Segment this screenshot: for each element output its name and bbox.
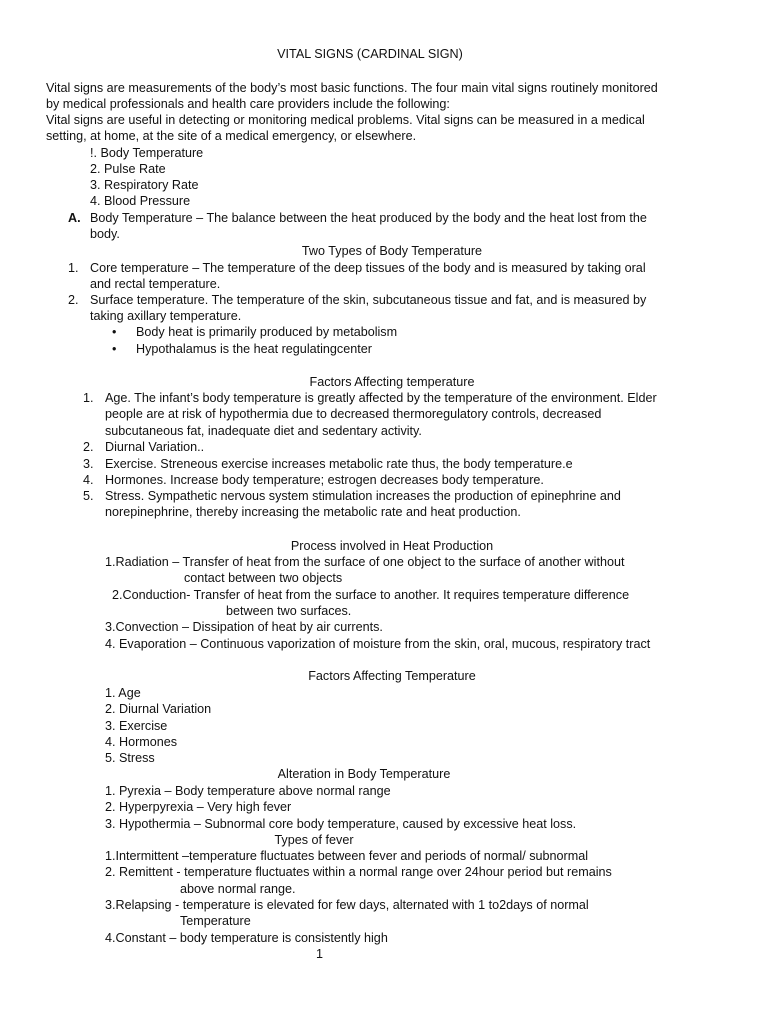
section-a-marker: A. [68, 211, 81, 225]
intro-line: setting, at home, at the site of a medical emergency, or elsewhere. [46, 129, 417, 143]
list-item: 5. Stress [105, 751, 155, 765]
list-item: 1. Age [105, 686, 141, 700]
list-item: 2. Diurnal Variation [105, 702, 212, 716]
intro-line: by medical professionals and health care providers include the following: [46, 97, 450, 111]
list-item: 3. Exercise [105, 719, 168, 733]
list-item: 3. Hypothermia – Subnormal core body temperature, caused by excessive heat loss. [105, 817, 577, 831]
fever-line: 3.Relapsing - temperature is elevated for few days, alternated with 1 to2days of normal [105, 898, 589, 912]
section-heading: Types of fever [274, 833, 354, 847]
fever-line: 4.Constant – body temperature is consistently high [105, 931, 388, 945]
page-title: VITAL SIGNS (CARDINAL SIGN) [277, 47, 463, 61]
list-item: Surface temperature. The temperature of the skin, subcutaneous tissue and fat, and is measured by [90, 293, 647, 307]
list-item: 4. Hormones [105, 735, 178, 749]
list-item: 2. Hyperpyrexia – Very high fever [105, 800, 292, 814]
list-item: 1. Pyrexia – Body temperature above normal range [105, 784, 391, 798]
list-item: Age. The infant’s body temperature is greatly affected by the temperature of the environment. Elder [105, 391, 657, 405]
list-number: 1. [83, 391, 94, 405]
fever-line: above normal range. [180, 882, 296, 896]
process-line: 4. Evaporation – Continuous vaporization of moisture from the skin, oral, mucous, respiratory tract [105, 637, 651, 651]
bullet-icon: • [112, 342, 117, 356]
intro-line: Vital signs are useful in detecting or monitoring medical problems. Vital signs can be measured in a medical [46, 113, 645, 127]
bullet-icon: • [112, 325, 117, 339]
process-line: 3.Convection – Dissipation of heat by air currents. [105, 620, 383, 634]
list-item: taking axillary temperature. [90, 309, 242, 323]
list-item: Exercise. Streneous exercise increases metabolic rate thus, the body temperature.e [105, 457, 573, 471]
list-item: people are at risk of hypothermia due to decreased thermoregulatory controls, decreased [105, 407, 602, 421]
process-line: contact between two objects [184, 571, 343, 585]
list-number: 3. [83, 457, 94, 471]
list-number: 2. [83, 440, 94, 454]
list-item: Diurnal Variation.. [105, 440, 205, 454]
list-item: Hormones. Increase body temperature; estrogen decreases body temperature. [105, 473, 544, 487]
list-item: Stress. Sympathetic nervous system stimulation increases the production of epinephrine and [105, 489, 621, 503]
fever-line: 1.Intermittent –temperature fluctuates between fever and periods of normal/ subnormal [105, 849, 589, 863]
list-number: 2. [68, 293, 79, 307]
section-heading: Factors Affecting temperature [309, 375, 475, 389]
vital-list-item: 3. Respiratory Rate [90, 178, 199, 192]
section-heading: Factors Affecting Temperature [308, 669, 476, 683]
bullet-item: Body heat is primarily produced by metabolism [136, 325, 398, 339]
section-heading: Two Types of Body Temperature [301, 244, 483, 258]
section-a-text: Body Temperature – The balance between the heat produced by the body and the heat lost from the [90, 211, 647, 225]
section-heading: Alteration in Body Temperature [277, 767, 451, 781]
vital-list-item: 4. Blood Pressure [90, 194, 191, 208]
page-number: 1 [316, 947, 324, 961]
list-number: 4. [83, 473, 94, 487]
section-heading: Process involved in Heat Production [290, 539, 494, 553]
fever-line: Temperature [180, 914, 251, 928]
list-item: subcutaneous fat, inadequate diet and sedentary activity. [105, 424, 422, 438]
list-item: Core temperature – The temperature of the deep tissues of the body and is measured by taking oral [90, 261, 646, 275]
list-item: norepinephrine, thereby increasing the metabolic rate and heat production. [105, 505, 521, 519]
intro-line: Vital signs are measurements of the body’s most basic functions. The four main vital signs routinely monitored [46, 81, 658, 95]
vital-list-item: !. Body Temperature [90, 146, 204, 160]
process-line: 2.Conduction- Transfer of heat from the surface to another. It requires temperature difference [112, 588, 630, 602]
process-line: 1.Radiation – Transfer of heat from the surface of one object to the surface of another without [105, 555, 625, 569]
vital-list-item: 2. Pulse Rate [90, 162, 166, 176]
list-item: and rectal temperature. [90, 277, 221, 291]
fever-line: 2. Remittent - temperature fluctuates within a normal range over 24hour period but remains [105, 865, 612, 879]
bullet-item: Hypothalamus is the heat regulatingcenter [136, 342, 372, 356]
section-a-text: body. [90, 227, 120, 241]
process-line: between two surfaces. [226, 604, 352, 618]
list-number: 5. [83, 489, 94, 503]
list-number: 1. [68, 261, 79, 275]
